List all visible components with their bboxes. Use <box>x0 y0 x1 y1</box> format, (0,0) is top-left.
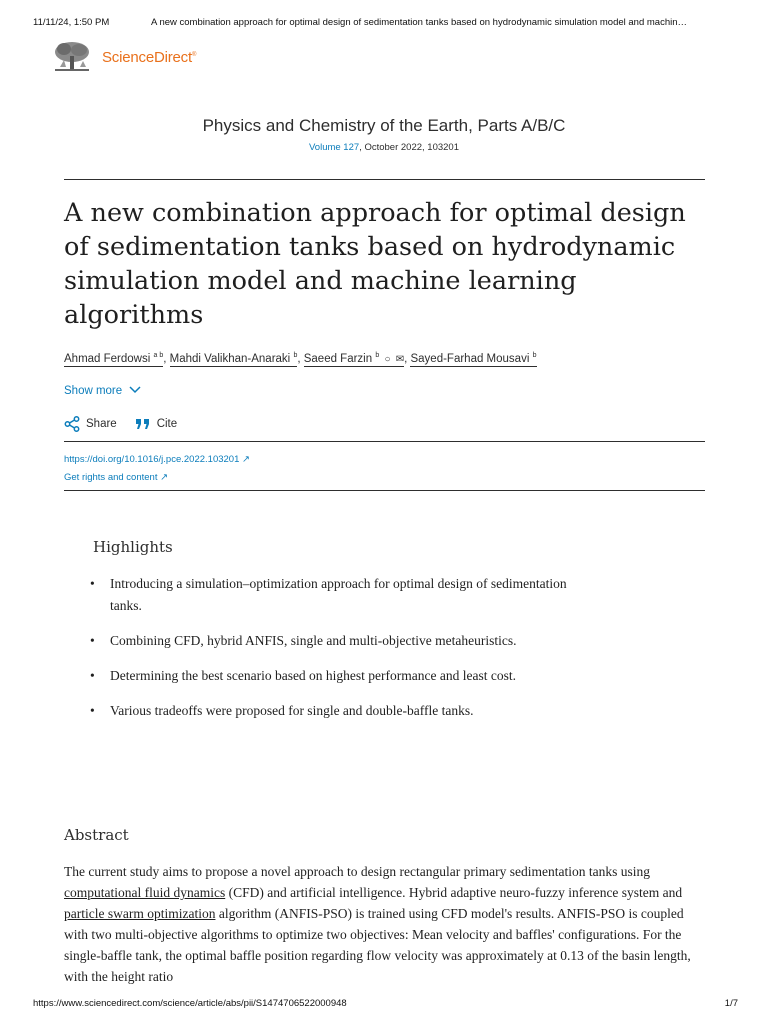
external-link-icon: ↗ <box>160 472 169 483</box>
print-url: https://www.sciencedirect.com/science/article/abs/pii/S1474706522000948 <box>33 998 347 1009</box>
pso-link[interactable]: particle swarm optimization <box>64 906 216 921</box>
article-title: A new combination approach for optimal design of sedimentation tanks based on hydrodynamic simulation model and machine learning algorithms <box>64 198 686 330</box>
print-title: A new combination approach for optimal design of sedimentation tanks based on hydrodynamic simulation model and machin… <box>151 17 687 28</box>
show-more-button[interactable]: Show more <box>64 385 141 397</box>
chevron-down-icon <box>129 386 141 394</box>
highlight-item: • Determining the best scenario based on highest performance and least cost. <box>90 668 516 683</box>
links-divider-bottom <box>64 490 705 491</box>
quote-icon <box>135 417 151 431</box>
page-number: 1/7 <box>724 998 738 1009</box>
volume-line <box>0 142 768 153</box>
author-link[interactable]: Ahmad Ferdowsi $^{a b}$ <box>64 352 164 365</box>
abstract-text: The current study aims to propose a novel approach to design rectangular primary sedimentation tanks using computational fluid dynamics (CFD) and artificial intelligence. Hybrid adaptive neuro-fuzzy inference system and particle swarm optimization algorithm (ANFIS-PSO) is trained using CFD model's results. ANFIS-PSO is coupled with two multi-objective algorithms to optimize two objectives: Mean velocity and baffles' configurations. For the single-baffle tank, the optimal baffle position regarding flow velocity was approximately at 0.13 of the basin length, with the height ratio <box>64 864 691 984</box>
journal-title[interactable]: Physics and Chemistry of the Earth, Parts A/B/C <box>202 116 566 135</box>
cfd-link[interactable]: computational fluid dynamics <box>64 885 226 900</box>
person-icon: ○ <box>384 353 391 365</box>
author-link[interactable]: Saeed Farzin $^b$ ○ ✉ <box>303 352 405 365</box>
highlight-item: • Introducing a simulation–optimization approach for optimal design of sedimentation tanks. <box>90 576 567 613</box>
author-link[interactable]: Mahdi Valikhan-Anaraki $^b$ <box>169 352 298 365</box>
brand-name: ScienceDirect® <box>102 48 197 66</box>
print-header <box>33 17 738 28</box>
highlights-heading: Highlights <box>93 538 173 556</box>
share-button[interactable]: Share <box>64 416 117 432</box>
email-icon: ✉ <box>395 353 405 365</box>
share-icon <box>64 416 80 432</box>
highlight-item: • Various tradeoffs were proposed for single and double-baffle tanks. <box>90 703 474 718</box>
issue-info: , October 2022, 103201 <box>359 142 459 153</box>
volume-link[interactable]: Volume 127 <box>308 142 360 153</box>
author-list: Ahmad Ferdowsi $^{a b}$, Mahdi Valikhan-Anaraki $^b$, Saeed Farzin $^b$ ○ ✉, Sayed-Farhad Mousavi $^b$ <box>64 352 537 365</box>
print-footer <box>33 998 738 1009</box>
rights-link[interactable]: Get rights and content ↗ <box>64 472 169 483</box>
highlight-item: • Combining CFD, hybrid ANFIS, single and multi-objective metaheuristics. <box>90 633 517 648</box>
doi-link[interactable]: https://doi.org/10.1016/j.pce.2022.103201 ↗ <box>64 454 250 465</box>
cite-button[interactable]: Cite <box>135 417 177 431</box>
author-link[interactable]: Sayed-Farhad Mousavi $^b$ <box>410 352 537 365</box>
elsevier-tree-icon <box>50 40 94 74</box>
abstract-heading: Abstract <box>64 826 129 844</box>
links-divider-top <box>64 441 705 442</box>
print-date: 11/11/24, 1:50 PM <box>33 17 110 28</box>
external-link-icon: ↗ <box>242 454 250 465</box>
article-links <box>64 451 250 487</box>
top-divider <box>64 179 705 180</box>
article-actions <box>64 416 195 432</box>
sciencedirect-logo[interactable] <box>50 40 196 74</box>
highlights-list <box>88 573 588 735</box>
